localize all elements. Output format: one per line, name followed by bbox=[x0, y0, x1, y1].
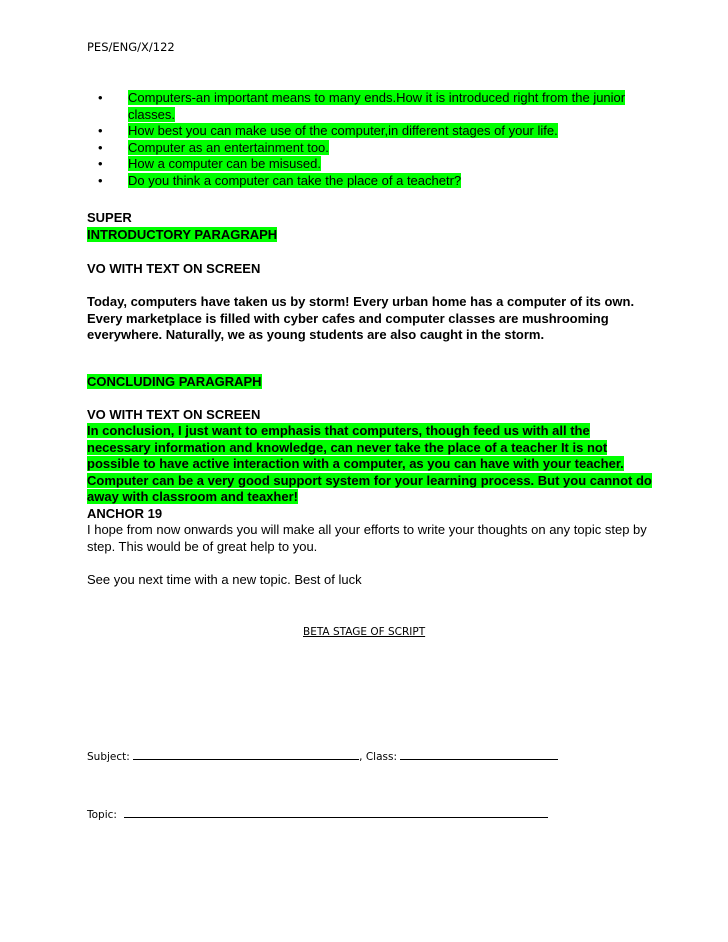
bullet-item bbox=[96, 140, 656, 157]
bullet-dot-icon: • bbox=[98, 156, 103, 171]
conclusion-vo-label: VO WITH TEXT ON SCREEN bbox=[87, 407, 261, 422]
closing-line: See you next time with a new topic. Best of luck bbox=[87, 572, 362, 587]
subject-label: Subject: bbox=[87, 751, 134, 763]
script-stage-title: BETA STAGE OF SCRIPT bbox=[303, 626, 426, 638]
concluding-heading-line bbox=[87, 374, 647, 391]
bullet-dot-icon: • bbox=[98, 90, 103, 105]
class-blank-field[interactable] bbox=[400, 748, 558, 760]
bullet-text: How best you can make use of the computer,in different stages of your life. bbox=[128, 123, 558, 138]
bullet-dot-icon: • bbox=[98, 139, 103, 155]
introductory-heading-line bbox=[87, 227, 647, 244]
concluding-heading: CONCLUDING PARAGRAPH bbox=[87, 374, 262, 389]
anchor-label: ANCHOR 19 bbox=[87, 506, 163, 521]
topic-label: Topic: bbox=[87, 809, 117, 821]
intro-vo-label: VO WITH TEXT ON SCREEN bbox=[87, 261, 261, 276]
intro-paragraph: Today, computers have taken us by storm! Every urban home has a computer of its own. Every marketplace is filled with cyber cafes and computer classes are mushrooming everywhere. Naturally, we as young students are also caught in the storm. bbox=[87, 294, 635, 342]
topic-blank-field[interactable] bbox=[124, 806, 548, 818]
topic-line bbox=[87, 806, 548, 821]
bullet-text: Do you think a computer can take the place of a teachetr? bbox=[128, 172, 462, 188]
bullet-item bbox=[96, 173, 656, 190]
anchor-text: I hope from now onwards you will make all your efforts to write your thoughts on any topic step by step. This would be of great help to you. bbox=[87, 522, 647, 554]
bullet-text: Computer as an entertainment too. bbox=[128, 139, 329, 155]
class-label: , Class: bbox=[359, 751, 401, 763]
document-code: PES/ENG/X/122 bbox=[87, 40, 175, 54]
subject-blank-field[interactable] bbox=[133, 748, 359, 760]
bullet-item bbox=[96, 156, 656, 173]
conclusion-paragraph-block bbox=[87, 423, 653, 506]
bullet-dot-icon: • bbox=[98, 172, 103, 188]
super-label: SUPER bbox=[87, 210, 132, 225]
bullet-dot-icon: • bbox=[98, 123, 103, 138]
bullet-item bbox=[96, 123, 656, 140]
bullet-text: Computers-an important means to many ends.How it is introduced right from the junior classes. bbox=[128, 90, 626, 122]
conclusion-paragraph: In conclusion, I just want to emphasis that computers, though feed us with all the necessary information and knowledge, can never take the place of a teacher It is not possible to have active interaction with a computer, as you can have with your teacher. Computer can be a very good support system for your learning process. But you cannot do away with classroom and teaxher! bbox=[87, 423, 652, 504]
introductory-heading: INTRODUCTORY PARAGRAPH bbox=[87, 227, 278, 242]
bullet-item bbox=[96, 90, 656, 123]
topic-bullet-list bbox=[96, 90, 656, 189]
bullet-text: How a computer can be misused. bbox=[128, 156, 321, 171]
subject-class-line bbox=[87, 748, 558, 763]
